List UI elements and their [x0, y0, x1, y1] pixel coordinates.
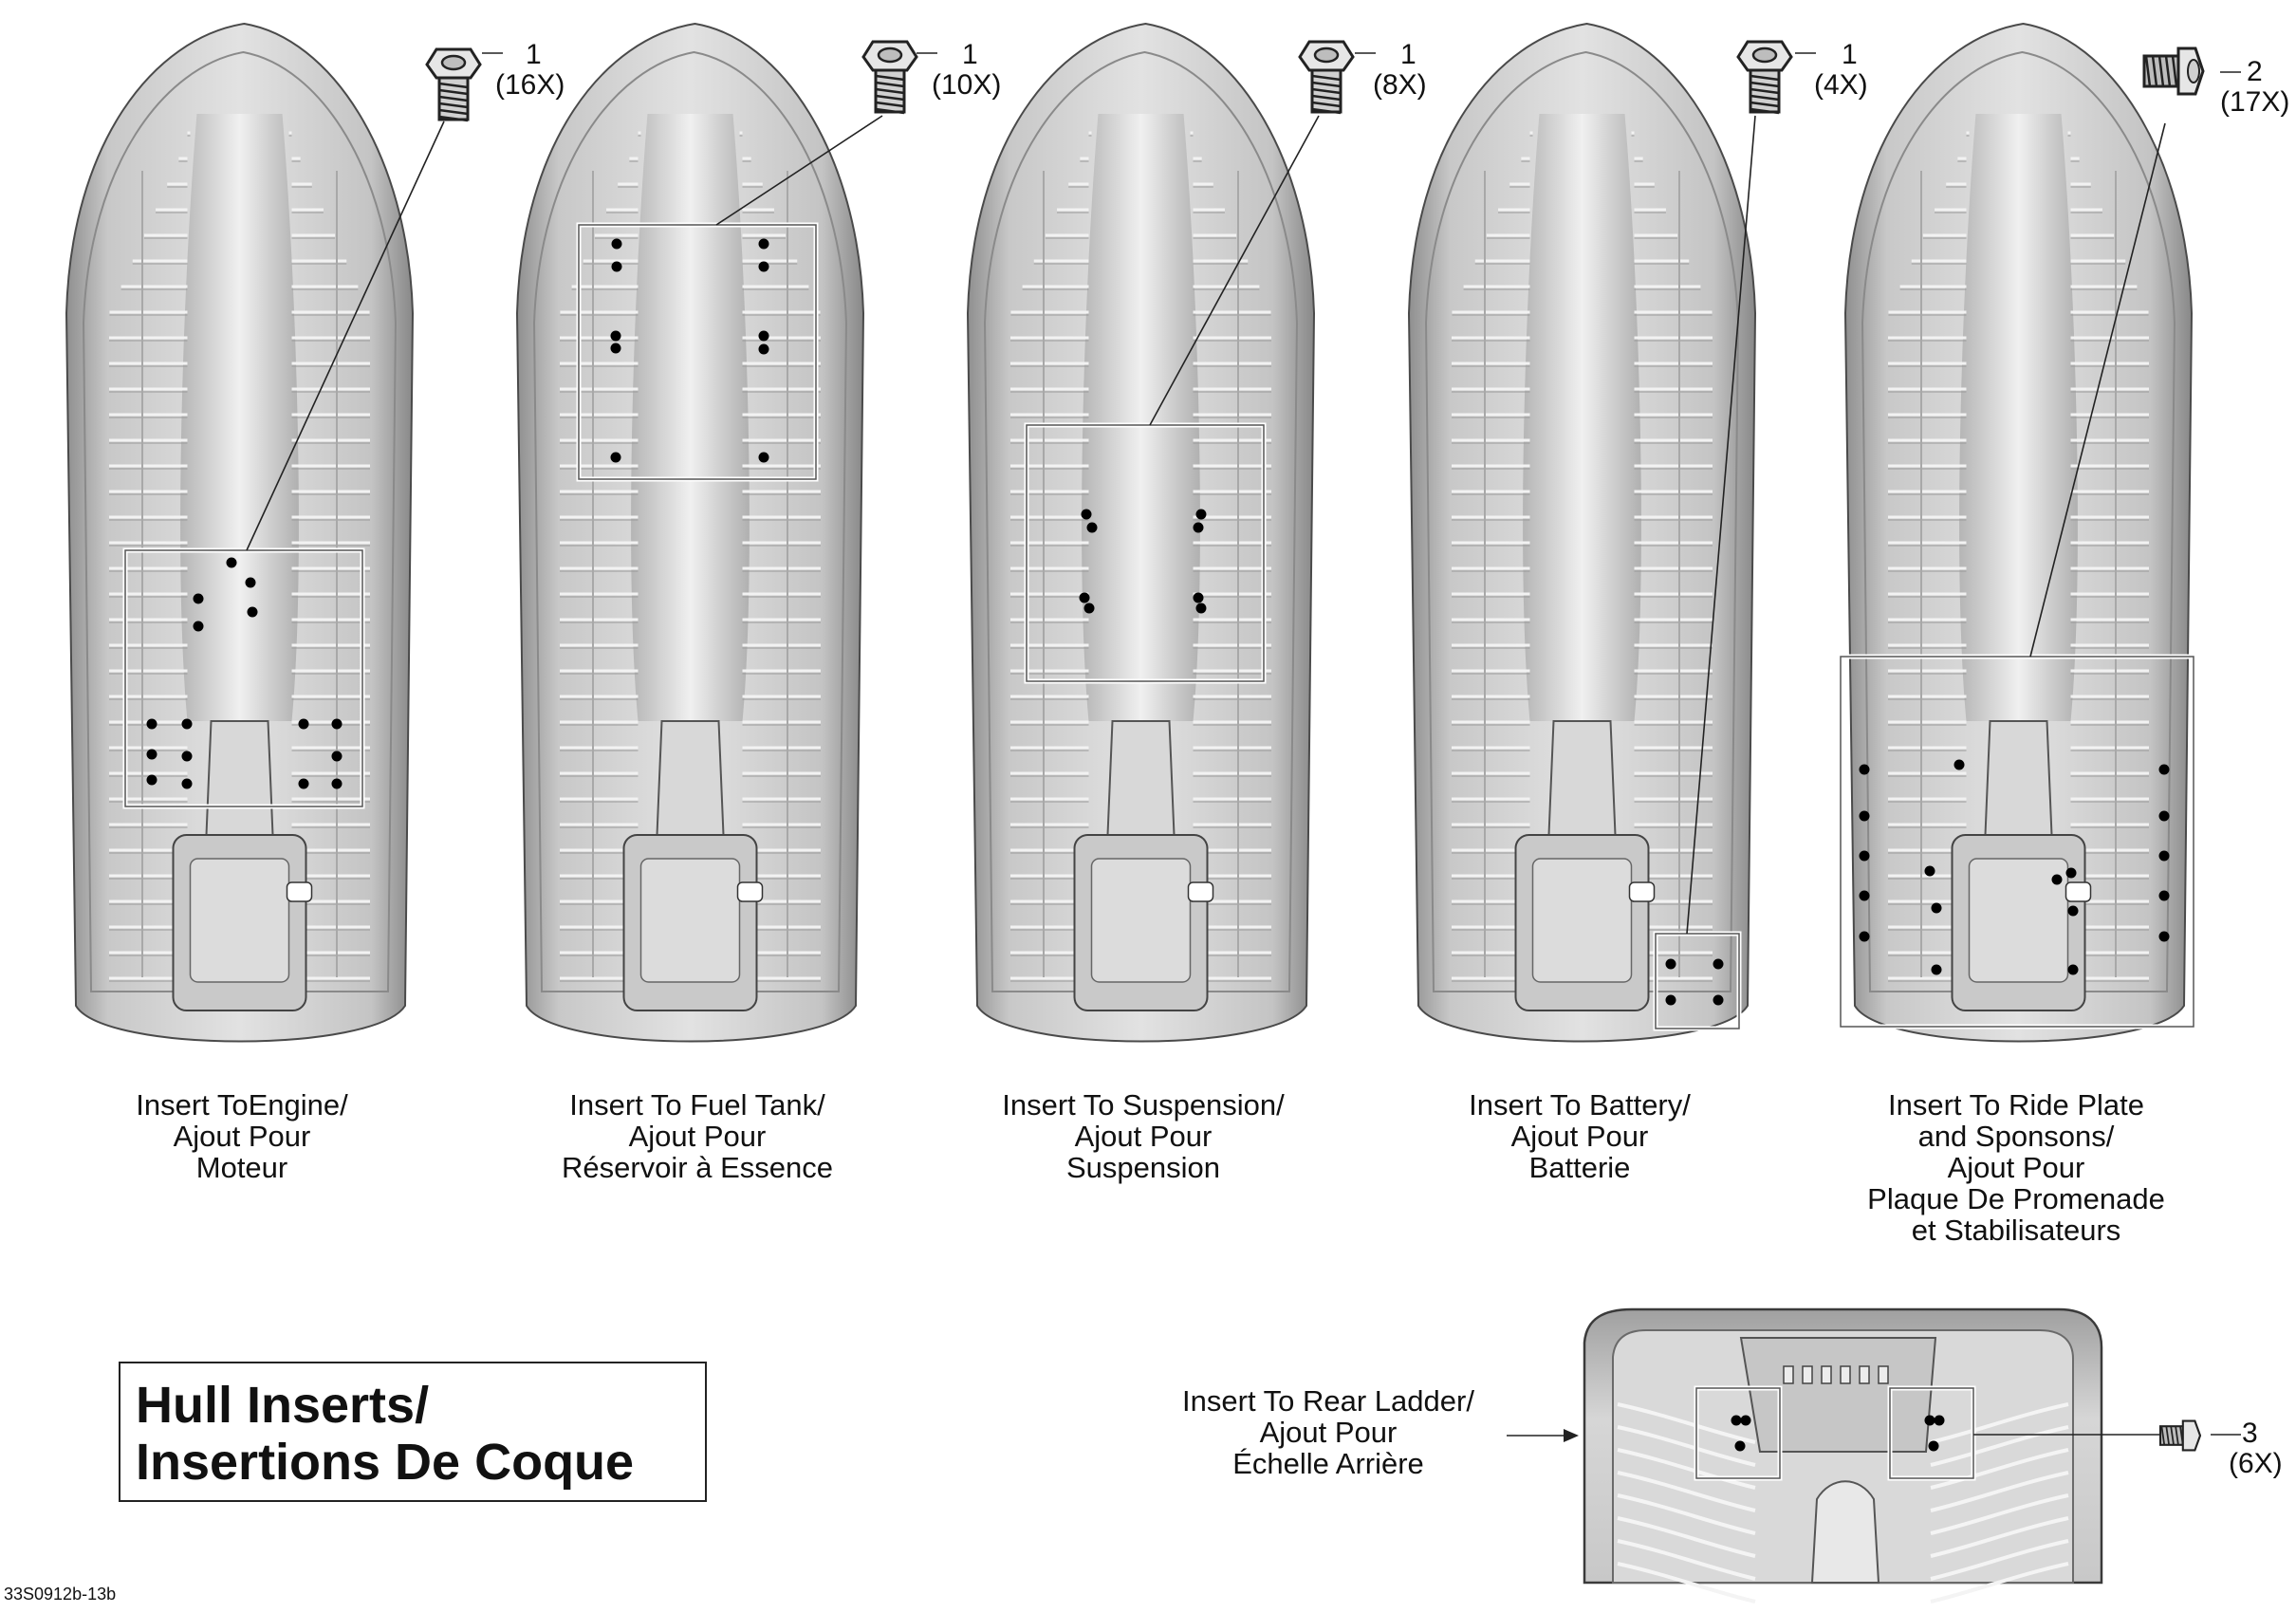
callout-qty: (4X) [1814, 69, 1868, 101]
insert-location-dot [332, 751, 343, 762]
title-line-french: Insertions De Coque [136, 1434, 635, 1491]
caption-fuel-tank [541, 1089, 854, 1183]
caption-line: Ajout Pour [628, 1120, 767, 1153]
hull-tunnel [1959, 114, 2078, 721]
insert-location-dot [2159, 811, 2170, 822]
insert-location-dot [2052, 875, 2063, 885]
insert-location-dot [1741, 1416, 1751, 1426]
insert-location-dot [1860, 891, 1870, 901]
hull-tunnel [1523, 114, 1641, 721]
jet-pump-neck [207, 721, 273, 835]
jet-pump-port [738, 882, 763, 901]
rear-deck-tab [1860, 1366, 1869, 1383]
title-line-english: Hull Inserts/ [136, 1377, 430, 1434]
hull-ride-plate [1845, 24, 2192, 1042]
insert-location-dot [147, 775, 157, 786]
jet-pump-inner [191, 859, 289, 982]
jet-pump-neck [1986, 721, 2052, 835]
insert-location-dot [611, 343, 621, 354]
rear-deck-tab [1841, 1366, 1850, 1383]
insert-location-dot [759, 344, 769, 355]
jet-pump-inner [1533, 859, 1632, 982]
rear-deck-tab [1784, 1366, 1793, 1383]
hull-battery [1409, 24, 1755, 1042]
insert-flange [2183, 1421, 2200, 1451]
jet-pump-neck [1549, 721, 1616, 835]
caption-line: Moteur [195, 1151, 288, 1184]
insert-location-dot [759, 453, 769, 463]
caption-suspension [977, 1089, 1309, 1183]
insert-location-dot [147, 719, 157, 730]
insert-location-dot [1666, 995, 1676, 1006]
insert-location-dot [1932, 903, 1942, 914]
insert-location-dot [1731, 1416, 1742, 1426]
insert-location-dot [1860, 765, 1870, 775]
jet-pump-inner [1092, 859, 1191, 982]
callout-engine [491, 40, 565, 101]
insert-location-dot [1860, 851, 1870, 862]
small-insert-icon [2160, 1421, 2200, 1451]
callout-ride-plate [2220, 56, 2290, 118]
callout-suspension [1369, 40, 1427, 101]
insert-bore [1753, 48, 1776, 62]
jet-pump-port [1630, 882, 1655, 901]
caption-line: Plaque De Promenade [1867, 1182, 2165, 1215]
insert-location-dot [612, 262, 622, 272]
insert-location-dot [1087, 523, 1098, 533]
caption-line: Suspension [1065, 1151, 1220, 1184]
insert-location-dot [759, 262, 769, 272]
caption-line: Ajout Pour [1074, 1120, 1213, 1153]
insert-location-dot [1935, 1416, 1945, 1426]
insert-location-dot [332, 779, 343, 789]
insert-location-dot [1925, 866, 1935, 877]
caption-line: Ajout Pour [1510, 1120, 1649, 1153]
rear-pump-neck [1812, 1481, 1879, 1583]
callout-ref: 1 [1400, 39, 1416, 70]
caption-line: and Sponsons/ [1917, 1120, 2115, 1153]
caption-line: Ajout Pour [1259, 1416, 1398, 1449]
jet-pump-inner [641, 859, 740, 982]
caption-line: et Stabilisateurs [1911, 1214, 2121, 1247]
insert-location-dot [1084, 603, 1095, 614]
insert-location-dot [194, 594, 204, 604]
insert-location-dot [2159, 851, 2170, 862]
reference-code: 33S0912b-13b [4, 1585, 117, 1604]
insert-location-dot [1194, 593, 1204, 603]
rear-deck-tab [1803, 1366, 1812, 1383]
diagram-title-box [119, 1362, 707, 1502]
jet-pump-port [2066, 882, 2091, 901]
hull-tunnel [631, 114, 750, 721]
insert-location-dot [248, 607, 258, 618]
rear-deck-tab [1822, 1366, 1831, 1383]
caption-line: Ajout Pour [173, 1120, 311, 1153]
caption-battery [1437, 1089, 1722, 1183]
insert-location-dot [182, 719, 193, 730]
caption-rear-ladder [1157, 1385, 1499, 1479]
rear-deck-recess [1741, 1338, 1935, 1452]
caption-line: Batterie [1528, 1151, 1631, 1184]
insert-location-dot [1196, 510, 1207, 520]
caption-line: Insert To Fuel Tank/ [569, 1088, 825, 1122]
insert-location-dot [227, 558, 237, 568]
insert-location-dot [1666, 959, 1676, 970]
insert-location-dot [299, 719, 309, 730]
insert-location-dot [1713, 995, 1724, 1006]
callout-ref: 1 [962, 39, 978, 70]
hull-engine [66, 24, 413, 1042]
insert-location-dot [182, 779, 193, 789]
jet-pump-neck [657, 721, 724, 835]
jet-pump-neck [1108, 721, 1175, 835]
insert-location-dot [1860, 932, 1870, 942]
insert-location-dot [2159, 765, 2170, 775]
insert-location-dot [299, 779, 309, 789]
insert-location-dot [147, 750, 157, 760]
insert-location-dot [194, 621, 204, 632]
callout-ref: 1 [526, 39, 542, 70]
caption-engine [100, 1089, 384, 1183]
rear-deck-tab [1879, 1366, 1888, 1383]
caption-line: Échelle Arrière [1232, 1447, 1424, 1480]
caption-ride-plate [1836, 1089, 2196, 1246]
insert-location-dot [2159, 932, 2170, 942]
hull-tunnel [1082, 114, 1200, 721]
insert-location-dot [1954, 760, 1965, 770]
caption-line: Insert To Rear Ladder/ [1182, 1384, 1474, 1418]
insert-bore [1315, 48, 1338, 62]
callout-ref: 1 [1842, 39, 1858, 70]
insert-location-dot [611, 453, 621, 463]
callout-qty: (16X) [495, 69, 565, 101]
insert-bore [879, 48, 901, 62]
insert-location-dot [2159, 891, 2170, 901]
insert-bore [2188, 60, 2199, 83]
hull-insert-icon [427, 49, 480, 121]
insert-location-dot [611, 331, 621, 342]
jet-pump-port [1189, 882, 1213, 901]
insert-location-dot [1929, 1441, 1939, 1452]
insert-location-dot [1932, 965, 1942, 975]
caption-line: Insert To Ride Plate [1888, 1088, 2144, 1122]
hull-insert-icon [1738, 42, 1791, 113]
caption-line: Réservoir à Essence [561, 1151, 833, 1184]
caption-line: Insert To Battery/ [1469, 1088, 1691, 1122]
callout-qty: (6X) [2229, 1448, 2283, 1479]
insert-location-dot [759, 239, 769, 250]
callout-battery [1810, 40, 1868, 101]
insert-location-dot [612, 239, 622, 250]
insert-location-dot [2068, 906, 2079, 917]
insert-location-dot [759, 331, 769, 342]
callout-rear-ladder [2215, 1418, 2283, 1479]
insert-location-dot [1082, 510, 1092, 520]
insert-location-dot [2066, 868, 2077, 879]
insert-location-dot [246, 578, 256, 588]
hull-insert-icon [863, 42, 917, 113]
pointer-arrowhead [1564, 1429, 1579, 1442]
insert-location-dot [1735, 1441, 1746, 1452]
hull-fuel-tank [517, 24, 863, 1042]
insert-bore [442, 56, 465, 69]
insert-location-dot [332, 719, 343, 730]
callout-qty: (8X) [1373, 69, 1427, 101]
insert-location-dot [182, 751, 193, 762]
caption-line: Insert To Suspension/ [1002, 1088, 1285, 1122]
insert-location-dot [1925, 1416, 1935, 1426]
insert-location-dot [1080, 593, 1090, 603]
callout-ref: 2 [2247, 56, 2263, 87]
hull-insert-icon [1300, 42, 1353, 113]
insert-location-dot [1713, 959, 1724, 970]
callout-qty: (17X) [2220, 86, 2290, 118]
caption-line: Ajout Pour [1947, 1151, 2085, 1184]
insert-location-dot [1194, 523, 1204, 533]
callout-fuel-tank [928, 40, 1001, 101]
threaded-insert-icon [2144, 48, 2203, 94]
jet-pump-port [287, 882, 312, 901]
insert-location-dot [1196, 603, 1207, 614]
callout-ref: 3 [2242, 1418, 2258, 1449]
callout-qty: (10X) [932, 69, 1002, 101]
insert-location-dot [2068, 965, 2079, 975]
insert-location-dot [1860, 811, 1870, 822]
caption-line: Insert ToEngine/ [136, 1088, 348, 1122]
